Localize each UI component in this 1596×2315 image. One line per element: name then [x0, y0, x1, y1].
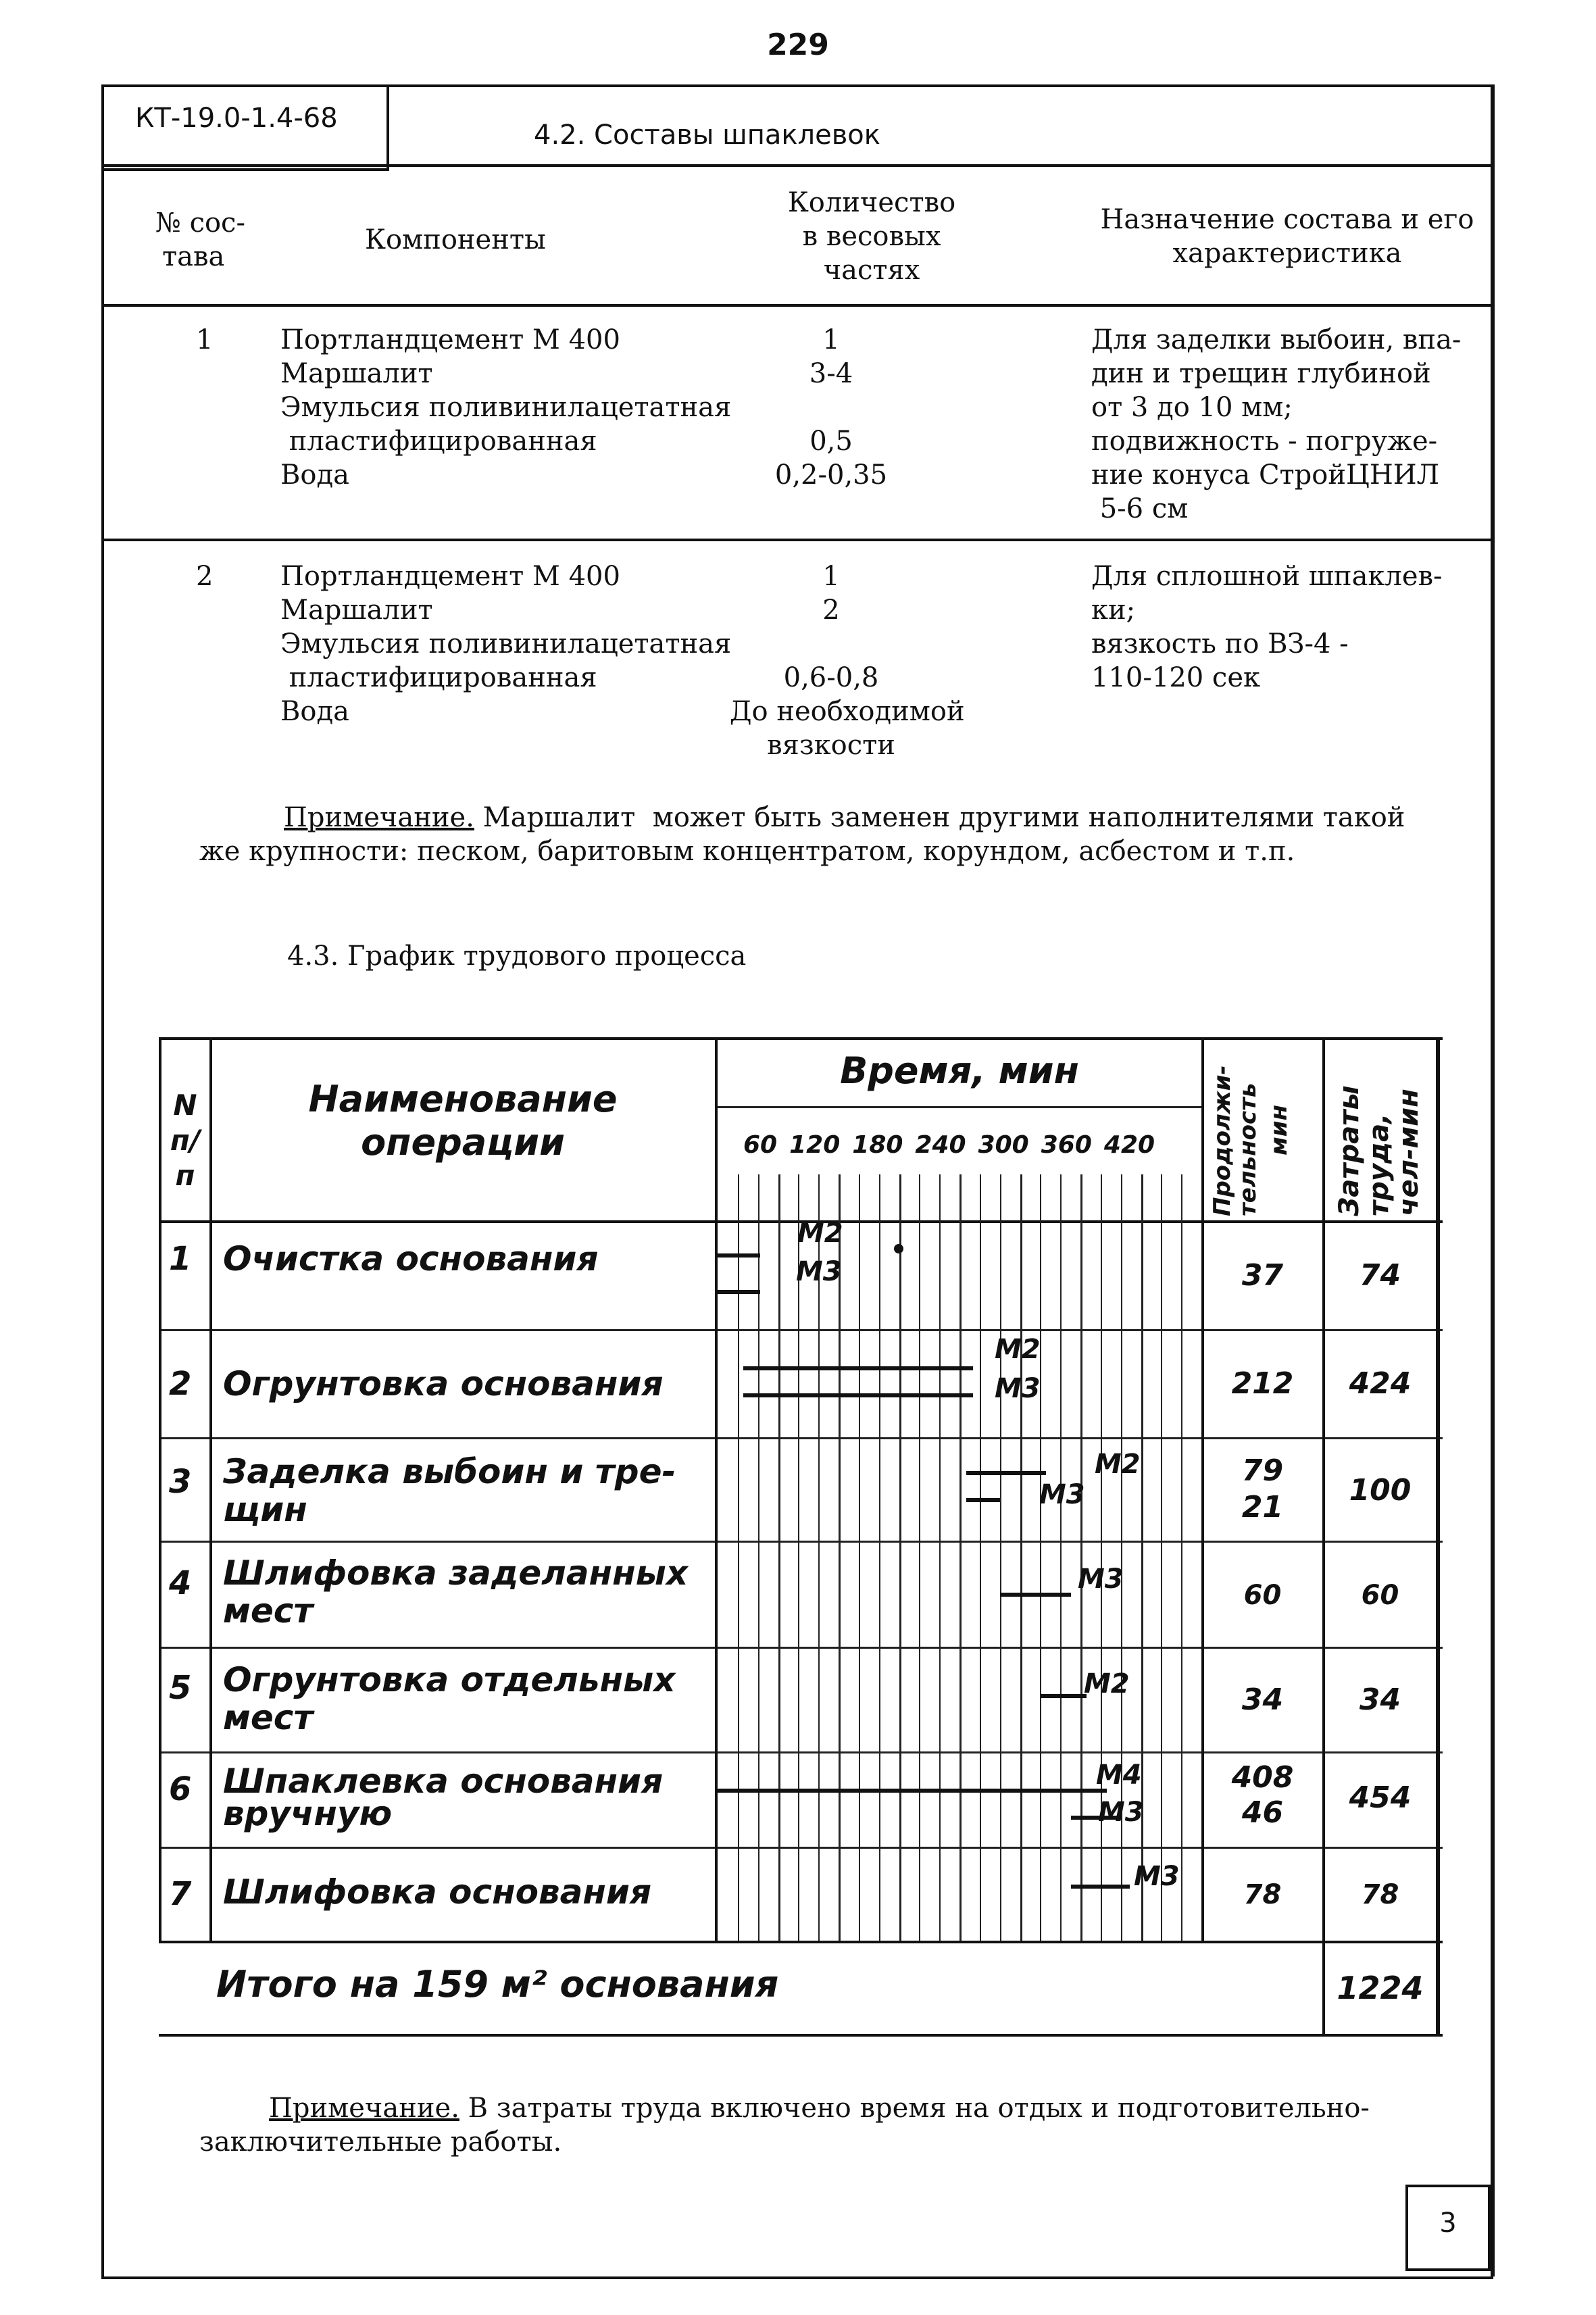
gantt-worker-label: М3 [1078, 1564, 1124, 1595]
gantt-worker-label: М3 [1098, 1797, 1144, 1828]
row2-quantity: До необходимой [730, 696, 965, 727]
header-quantity-line2: в весовых [802, 221, 941, 252]
note2-text1: В затраты труда включено время на отдых и подготовительно- [459, 2093, 1370, 2124]
section-42-title: 4.2. Составы шпаклевок [534, 120, 880, 151]
header-quantity-line1: Количество [787, 187, 956, 218]
sched-row-labor: 60 [1361, 1580, 1399, 1611]
sched-row-name-line: Шлифовка основания [223, 1872, 652, 1912]
gantt-worker-label: М2 [1084, 1668, 1130, 1699]
row1-component: Эмульсия поливинилацетатная [280, 392, 732, 423]
row2-quantity: вязкости [767, 730, 895, 761]
row1-purpose-line: Для заделки выбоин, впа- [1091, 324, 1462, 355]
row1-purpose-line: 5-6 см [1091, 493, 1189, 524]
row2-purpose-line: 110-120 сек [1091, 662, 1260, 693]
sched-row-name-line: Заделка выбоин и тре- [223, 1452, 676, 1491]
sched-row-duration-value: 46 [1241, 1795, 1284, 1830]
sched-row-name-line: Шлифовка заделанных [223, 1553, 689, 1593]
sched-header-duration-line1: Продолжи- [1209, 1065, 1236, 1216]
sched-row-duration-value: 34 [1241, 1683, 1284, 1717]
sched-row-duration-value: 212 [1231, 1366, 1294, 1401]
note1-line2: же крупности: песком, баритовым концентратом, корундом, асбестом и т.п. [199, 836, 1295, 867]
sched-row-no: 3 [169, 1463, 192, 1501]
row1-purpose-line: дин и трещин глубиной [1091, 358, 1431, 389]
header-purpose-line2: характеристика [1172, 238, 1402, 269]
time-tick-label: 240 [915, 1131, 966, 1159]
row2-purpose-line: ки; [1091, 595, 1136, 626]
section-43-title: 4.3. График трудового процесса [287, 941, 747, 972]
sched-header-name-line1: Наименование [308, 1078, 618, 1120]
row2-component: Маршалит [280, 595, 433, 626]
note2-line2: заключительные работы. [199, 2126, 562, 2158]
sched-header-name-line2: операции [361, 1121, 565, 1164]
sched-row-name-line: Шпаклевка основания [223, 1762, 664, 1801]
sched-row-labor: 78 [1361, 1879, 1399, 1910]
gantt-worker-label: М4 [1096, 1760, 1142, 1791]
sched-row-no: 6 [169, 1770, 192, 1808]
sched-row-name-line: щин [223, 1490, 307, 1529]
gantt-worker-label: М2 [995, 1334, 1041, 1365]
sched-row-name-line: мест [223, 1591, 314, 1631]
sched-row-duration-value: 79 [1241, 1453, 1284, 1488]
gantt-worker-label: М3 [1134, 1861, 1180, 1892]
row2-component: Эмульсия поливинилацетатная [280, 628, 732, 659]
row1-purpose-line: от 3 до 10 мм; [1091, 392, 1293, 423]
sched-row-duration-value: 21 [1241, 1490, 1284, 1524]
sched-header-duration-line3: мин [1266, 1104, 1293, 1155]
sched-header-duration-line2: тельность [1235, 1082, 1262, 1216]
sched-row-duration-value: 408 [1231, 1760, 1294, 1795]
time-tick-label: 300 [978, 1131, 1029, 1159]
sched-row-labor: 424 [1349, 1366, 1412, 1401]
row1-component: Маршалит [280, 358, 433, 389]
row2-purpose-line: вязкость по ВЗ-4 - [1091, 628, 1349, 659]
row1-quantity: 3-4 [809, 358, 853, 389]
sched-total-label: Итого на 159 м² основания [216, 1963, 779, 2006]
header-quantity-line3: частях [823, 255, 920, 286]
sched-row-labor: 100 [1349, 1473, 1412, 1508]
gantt-worker-label: М3 [1039, 1479, 1085, 1510]
row1-component: Портландцемент М 400 [280, 324, 620, 355]
sched-row-no: 5 [169, 1669, 192, 1707]
sched-row-no: 7 [169, 1875, 192, 1913]
row1-quantity: 1 [822, 324, 840, 355]
sched-row-name-line: мест [223, 1698, 314, 1737]
row2-purpose-line: Для сплошной шпаклев- [1091, 561, 1443, 592]
header-components: Компоненты [365, 224, 546, 255]
sched-row-labor: 34 [1359, 1683, 1401, 1717]
sched-row-name-line: Огрунтовка отдельных [223, 1660, 676, 1699]
page-number: 3 [1439, 2208, 1457, 2239]
row2-quantity: 1 [822, 561, 840, 592]
sched-header-no-line1: N [173, 1089, 197, 1122]
time-tick-label: 180 [852, 1131, 903, 1159]
row1-component: пластифицированная [280, 426, 597, 457]
note2-label: Примечание. [269, 2093, 459, 2124]
note1-label: Примечание. [284, 802, 474, 833]
note1-text1: Маршалит может быть заменен другими наполнителями такой [474, 802, 1405, 833]
row2-no: 2 [196, 561, 214, 592]
row2-component: Вода [280, 696, 349, 727]
sched-header-labor-line1: Затраты [1334, 1085, 1365, 1216]
time-tick-label: 420 [1103, 1131, 1155, 1159]
sched-header-labor-line2: труда, [1364, 1113, 1395, 1216]
doc-code: КТ-19.0-1.4-68 [135, 103, 338, 134]
header-no-line1: № сос- [155, 207, 245, 239]
sched-row-name-line: вручную [223, 1794, 393, 1833]
sched-row-name-line: Огрунтовка основания [223, 1364, 664, 1403]
row1-quantity: 0,2-0,35 [774, 459, 888, 491]
row1-component: Вода [280, 459, 349, 491]
gantt-worker-label: М3 [796, 1256, 842, 1287]
note2-line1 [269, 2091, 1370, 2125]
sched-row-labor: 74 [1359, 1258, 1401, 1293]
gantt-worker-label: М2 [1095, 1449, 1141, 1480]
time-tick-label: 60 [743, 1131, 778, 1159]
header-purpose-line1: Назначение состава и его [1100, 204, 1474, 235]
row2-quantity: 2 [822, 595, 840, 626]
row1-purpose-line: подвижность - погруже- [1091, 426, 1438, 457]
sched-row-duration-value: 78 [1243, 1879, 1282, 1910]
sched-row-name-line: Очистка основания [223, 1239, 599, 1278]
gantt-worker-label: М2 [797, 1218, 843, 1249]
sched-row-no: 4 [169, 1564, 192, 1602]
header-no-line2: тава [162, 241, 225, 272]
sched-row-duration-value: 37 [1241, 1258, 1284, 1293]
gantt-worker-label: М3 [995, 1373, 1041, 1404]
row2-component: Портландцемент М 400 [280, 561, 620, 592]
time-tick-label: 360 [1041, 1131, 1092, 1159]
row1-quantity: 0,5 [809, 426, 853, 457]
top-page-number: 229 [767, 28, 829, 62]
sched-total-value: 1224 [1337, 1970, 1424, 2006]
row2-quantity: 0,6-0,8 [783, 662, 879, 693]
sched-row-no: 1 [169, 1240, 192, 1278]
sched-row-duration-value: 60 [1243, 1580, 1282, 1611]
sched-header-time: Время, мин [840, 1049, 1079, 1092]
row1-purpose-line: ние конуса СтройЦНИЛ [1091, 459, 1440, 491]
sched-row-no: 2 [169, 1365, 192, 1403]
row1-no: 1 [196, 324, 214, 355]
sched-header-labor-line3: чел-мин [1393, 1089, 1424, 1216]
gantt-marker-dot [894, 1244, 903, 1253]
row2-component: пластифицированная [280, 662, 597, 693]
sched-header-no-line2: п/п [170, 1124, 201, 1192]
time-tick-label: 120 [789, 1131, 841, 1159]
sched-row-labor: 454 [1349, 1781, 1412, 1815]
